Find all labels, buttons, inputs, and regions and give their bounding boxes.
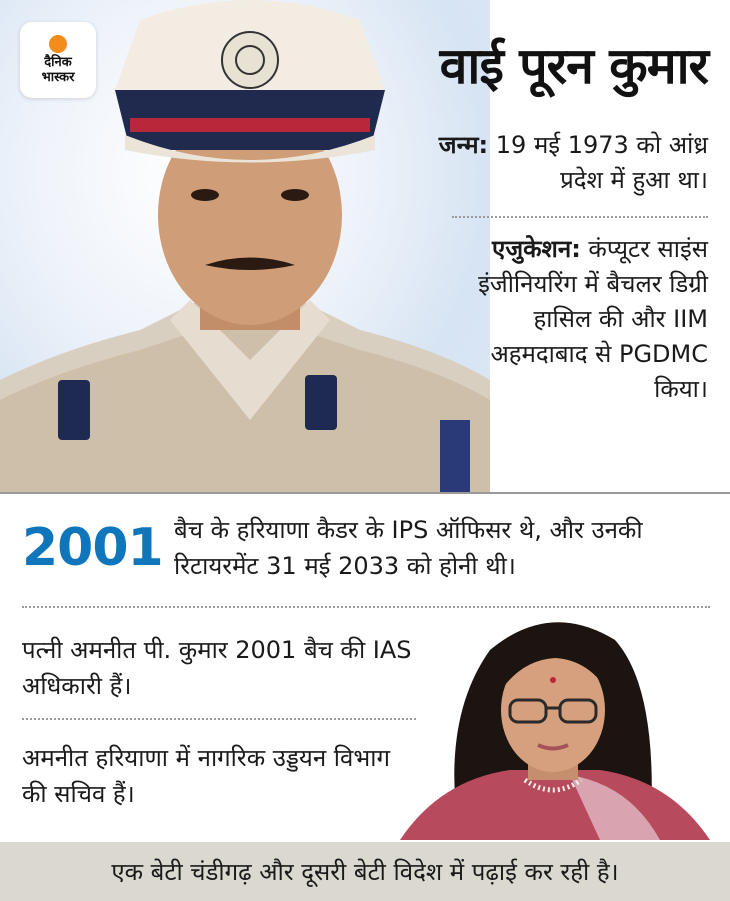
- education-info: [438, 232, 708, 407]
- wife-info-2: अमनीत हरियाणा में नागरिक उड्डयन विभाग की सचिव हैं।: [22, 744, 390, 808]
- birth-label: जन्म:: [438, 131, 489, 159]
- divider: [22, 718, 416, 720]
- birth-text: 19 मई 1973 को आंध्र प्रदेश में हुआ था।: [488, 131, 708, 194]
- batch-text: बैच के हरियाणा कैडर के IPS ऑफिसर थे, और उनकी रिटायरमेंट 31 मई 2033 को होनी थी।: [174, 516, 643, 580]
- sun-icon: [49, 35, 67, 53]
- logo-line1: दैनिक: [44, 55, 72, 70]
- logo-line2: भास्कर: [41, 70, 75, 85]
- section-divider: [0, 492, 730, 494]
- education-text: कंप्यूटर साइंस इंजीनियरिंग में बैचलर डिग्री हासिल की और IIM अहमदाबाद से PGDMC किया।: [478, 235, 708, 403]
- education-label: एजुकेशन:: [492, 235, 581, 263]
- birth-info: [438, 128, 708, 198]
- divider: [452, 216, 708, 218]
- wife-info-1: पत्नी अमनीत पी. कुमार 2001 बैच की IAS अधिकारी हैं।: [22, 636, 412, 700]
- page-title: वाई पूरन कुमार: [439, 37, 708, 95]
- wife-illustration: [400, 600, 710, 840]
- batch-year: 2001: [22, 518, 163, 578]
- footer-banner: एक बेटी चंडीगढ़ और दूसरी बेटी विदेश में पढ़ाई कर रही है।: [0, 842, 730, 901]
- wife-photo: [400, 600, 710, 840]
- dainik-bhaskar-logo: [20, 22, 96, 98]
